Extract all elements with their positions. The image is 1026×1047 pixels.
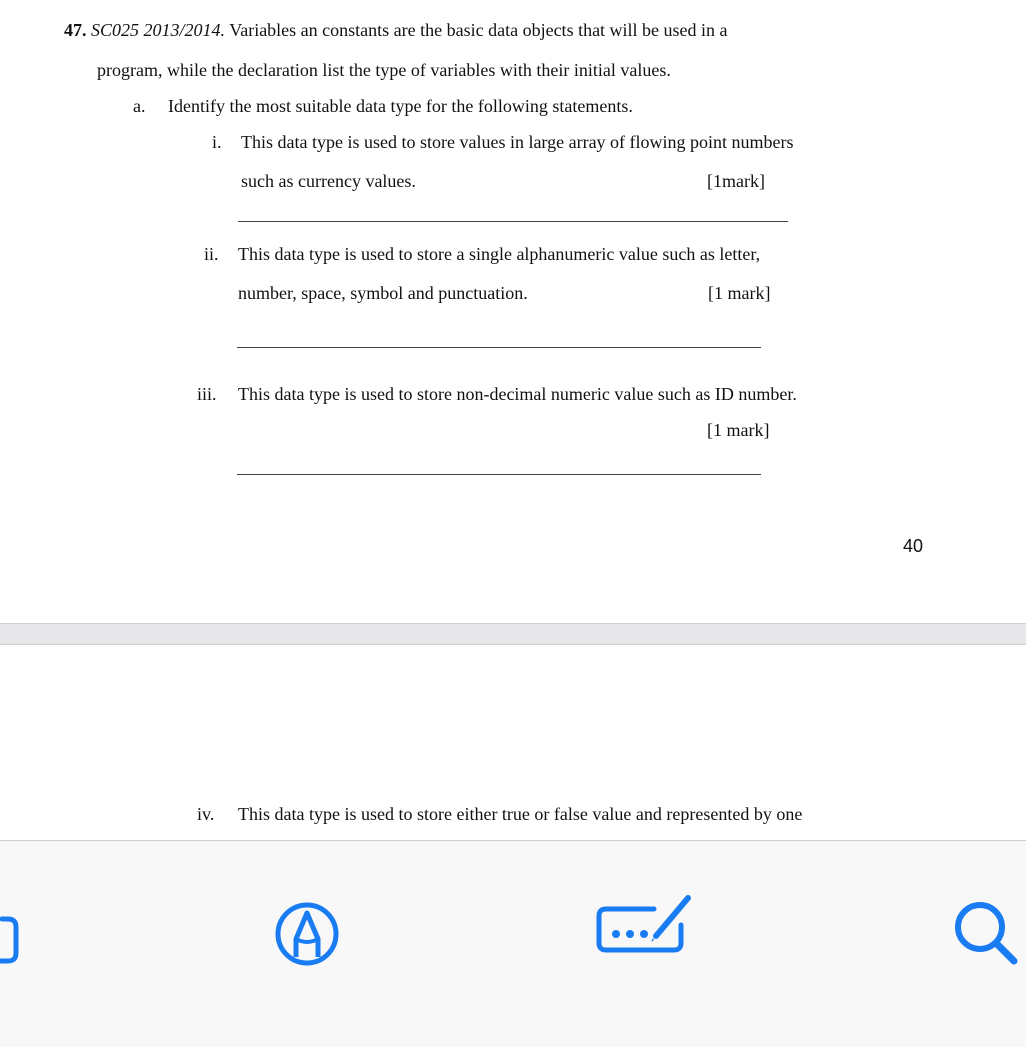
question-intro-1: Variables an constants are the basic data objects that will be used in a (229, 20, 728, 40)
question-intro-2: program, while the declaration list the type of variables with their initial values. (97, 60, 671, 80)
search-button[interactable] (952, 897, 1022, 967)
form-fill-button[interactable] (594, 889, 698, 957)
question-source: SC025 2013/2014. (91, 20, 226, 40)
question-number: 47. (64, 20, 87, 40)
bottom-toolbar (0, 840, 1026, 1047)
question-line-1 (64, 19, 728, 41)
markup-button[interactable] (274, 901, 340, 967)
item-label: ii. (204, 244, 219, 264)
item-mark: [1 mark] (707, 420, 770, 440)
item-text: This data type is used to store a single alphanumeric value such as letter, (238, 244, 761, 264)
item-text: such as currency values. (241, 171, 416, 191)
form-fill-icon (594, 889, 698, 957)
item-label: i. (212, 132, 222, 152)
share-icon (0, 899, 30, 969)
item-text: This data type is used to store values in large array of flowing point numbers (241, 132, 794, 152)
item-mark: [1mark] (707, 171, 765, 191)
part-a-label: a. (133, 96, 146, 116)
item-mark: [1 mark] (708, 283, 771, 303)
answer-line (237, 474, 761, 475)
answer-line (238, 221, 788, 222)
markup-pen-icon (274, 901, 340, 967)
answer-line (237, 347, 761, 348)
page-separator (0, 623, 1026, 645)
item-label: iv. (197, 804, 215, 824)
part-a-text: Identify the most suitable data type for the following statements. (168, 96, 633, 116)
pdf-page (0, 645, 1026, 840)
item-text: This data type is used to store either true or false value and represented by one (238, 804, 803, 824)
search-icon (952, 897, 1022, 967)
share-button[interactable] (0, 899, 30, 969)
item-label: iii. (197, 384, 217, 404)
item-text: number, space, symbol and punctuation. (238, 283, 528, 303)
item-text: This data type is used to store non-decimal numeric value such as ID number. (238, 384, 797, 404)
page-number: 40 (903, 536, 924, 556)
